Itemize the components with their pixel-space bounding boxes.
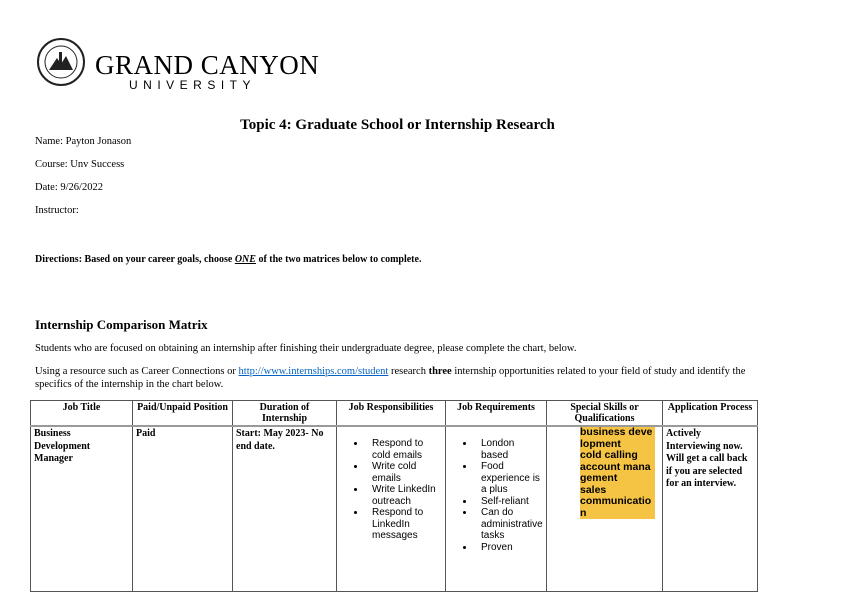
cell-responsibilities — [337, 426, 446, 591]
university-subtitle-logo: UNIVERSITY — [129, 78, 257, 92]
internships-link[interactable]: http://www.internships.com/student — [238, 366, 389, 377]
date: Date: 9/26/2022 — [35, 182, 103, 193]
cell-skills — [547, 426, 663, 591]
student-name: Name: Payton Jonason — [35, 136, 132, 147]
skill: communication — [580, 495, 652, 519]
skill: account management — [580, 460, 651, 484]
skill: cold calling — [580, 449, 638, 461]
table-row — [31, 426, 758, 591]
list-item: • Proven — [475, 542, 543, 554]
header-application: Application Process — [663, 401, 758, 427]
list-item: • Respond to cold emails — [366, 438, 442, 461]
table-header-row — [31, 401, 758, 427]
cell-application: Actively Interviewing now. Will get a call back if you are selected for an interview. — [663, 426, 758, 591]
list-item: • Write cold emails — [366, 461, 442, 484]
header-requirements: Job Requirements — [446, 401, 547, 427]
cell-paid: Paid — [133, 426, 233, 591]
instructor: Instructor: — [35, 205, 79, 216]
page-title: Topic 4: Graduate School or Internship Research — [240, 117, 555, 133]
list-item: • Food experience is a plus — [475, 461, 543, 496]
cell-job-title: Business Development Manager — [31, 426, 133, 591]
skill: sales — [580, 483, 607, 496]
header-responsibilities: Job Responsibilities — [337, 401, 446, 427]
section-title: Internship Comparison Matrix — [35, 317, 208, 332]
list-item: • Self-reliant — [475, 496, 543, 508]
internship-comparison-table — [30, 400, 758, 592]
header-duration: Duration of Internship — [233, 401, 337, 427]
university-name-logo: GRAND CANYON — [95, 50, 320, 80]
header-paid: Paid/Unpaid Position — [133, 401, 233, 427]
list-item: • London based — [475, 438, 543, 461]
instructions-paragraph: Students who are focused on obtaining an internship after finishing their undergraduate degree, please complete the chart, below. — [35, 343, 577, 354]
header-job-title: Job Title — [31, 401, 133, 427]
highlighted-skills — [580, 427, 655, 519]
directions: Directions: Based on your career goals, choose ONE of the two matrices below to complete. — [35, 254, 422, 265]
list-item: • Respond to LinkedIn messages — [366, 507, 442, 542]
skill: business development — [580, 426, 653, 450]
course: Course: Unv Success — [35, 159, 125, 170]
list-item: • Write LinkedIn outreach — [366, 484, 442, 507]
cell-duration: Start: May 2023- No end date. — [233, 426, 337, 591]
university-seal-logo — [37, 36, 85, 88]
research-paragraph: Using a resource such as Career Connections or http://www.internships.com/student research three internship opportunities related to your field of study and identify the specifics of the internship in the chart below. — [35, 366, 746, 390]
cell-requirements — [446, 426, 547, 591]
header-skills: Special Skills or Qualifications — [547, 401, 663, 427]
list-item: • Can do administrative tasks — [475, 507, 543, 542]
